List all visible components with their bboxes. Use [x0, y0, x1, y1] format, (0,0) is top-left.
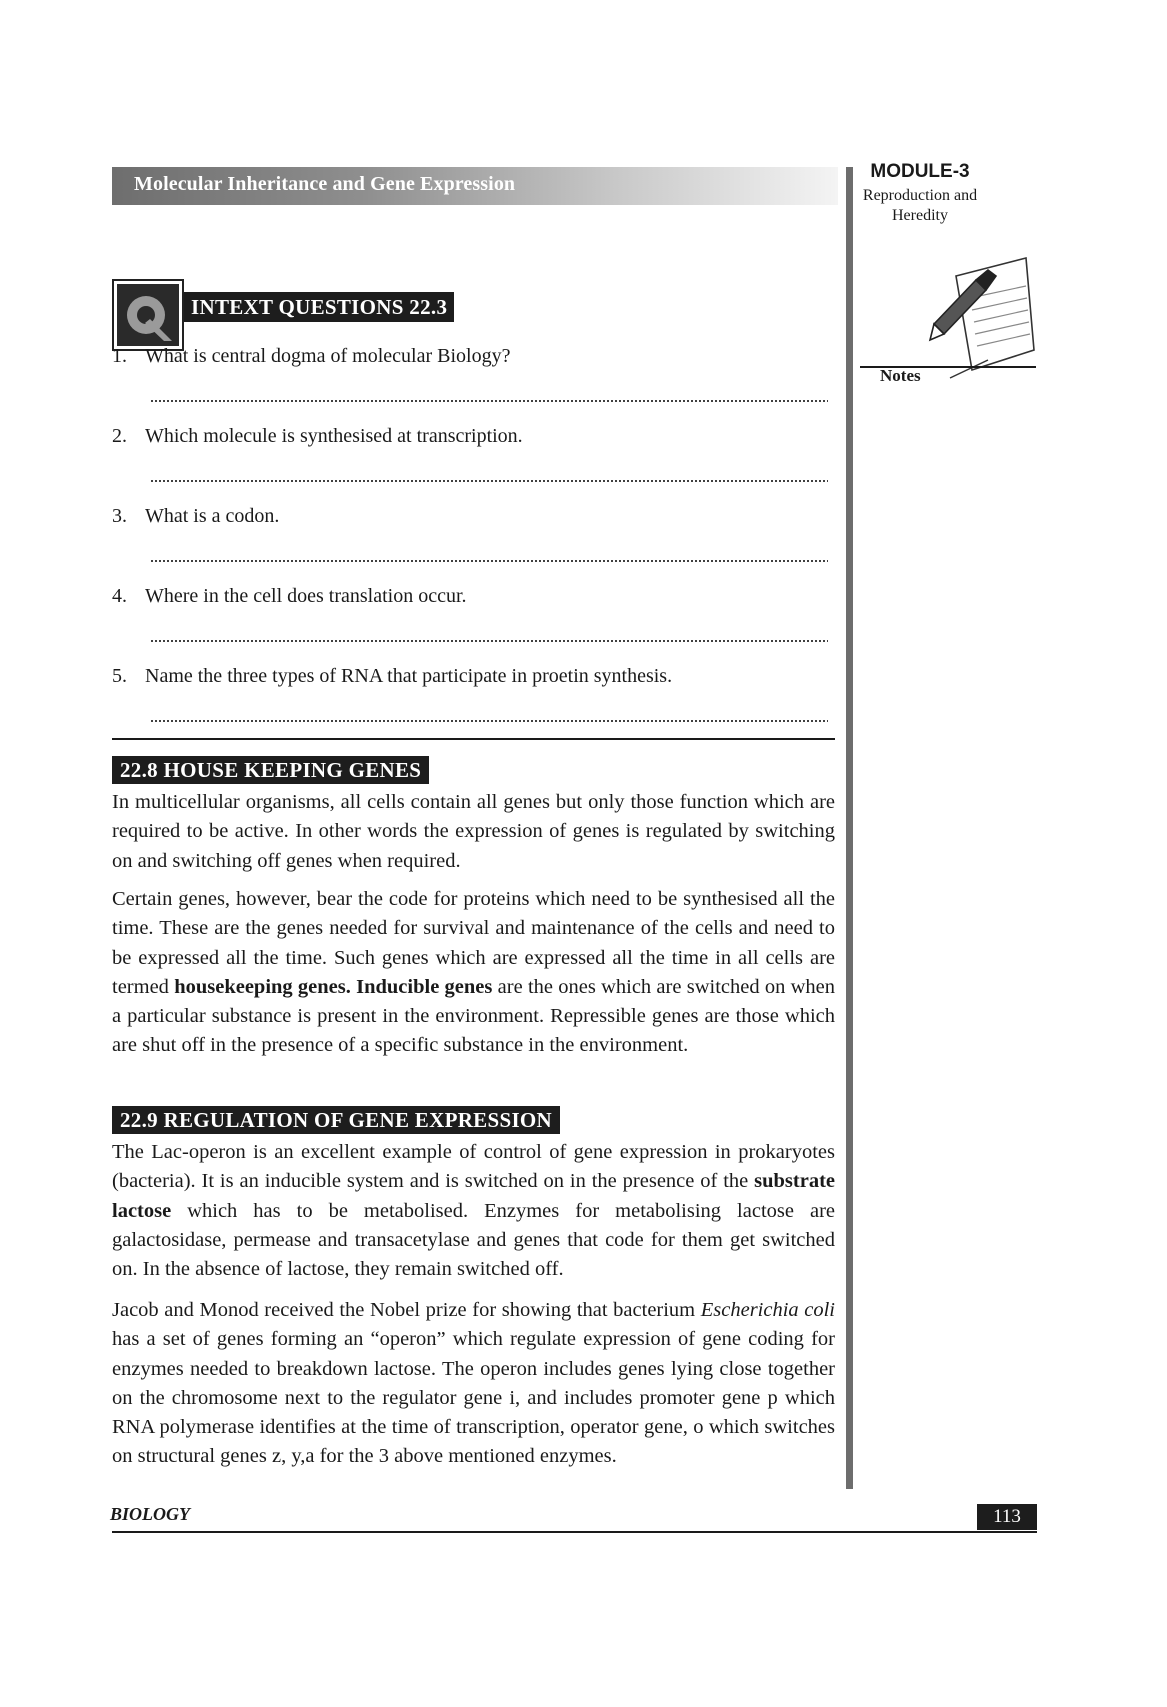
paragraph-text: In multicellular organisms, all cells contain all genes but only those function which are required to be active. In other words the expression of genes is regulated by switching on and switching off genes when required. — [112, 791, 835, 872]
answer-line — [150, 480, 828, 482]
paragraph — [112, 1138, 835, 1284]
module-subtitle-line: Heredity — [892, 207, 948, 224]
answer-line — [150, 560, 828, 562]
intext-questions-title: INTEXT QUESTIONS 22.3 — [184, 292, 454, 322]
italic-term: Escherichia coli — [700, 1299, 836, 1321]
question-text: Which molecule is synthesised at transcription. — [145, 425, 523, 447]
paragraph-text: has a set of genes forming an “operon” which regulate expression of gene coding for enzymes needed to breakdown lactose. The operon includes genes lying close together on the chromosome next to the regulator gene i, and includes promoter gene p which RNA polymerase identifies at the time of transcription, operator gene, o which switches on structural genes z, y,a for the 3 above mentioned enzymes. — [112, 1328, 835, 1468]
answer-line — [150, 400, 828, 402]
question-3 — [112, 503, 279, 529]
paragraph — [112, 788, 835, 876]
module-label: MODULE-3 — [870, 161, 970, 182]
paragraph-text: are the ones which are switched on when a particular substance is present in the environment. Repressible genes are those which are shut off in the presence of a specific substance in the environment. — [112, 975, 836, 1057]
bold-term: housekeeping genes. Inducible genes — [174, 975, 493, 998]
question-text: Name the three types of RNA that participate in proetin synthesis. — [145, 665, 673, 687]
section-heading-22-8: 22.8 HOUSE KEEPING GENES — [112, 756, 429, 784]
question-icon — [112, 279, 184, 351]
question-5 — [112, 663, 672, 689]
question-1 — [112, 343, 510, 369]
notes-label: Notes — [880, 366, 921, 385]
paragraph — [112, 885, 835, 1061]
question-number: 4. — [112, 585, 127, 607]
question-number: 1. — [112, 345, 127, 367]
answer-line — [150, 640, 828, 642]
question-text: What is central dogma of molecular Biology? — [145, 345, 511, 367]
paragraph-text: The Lac-operon is an excellent example of control of gene expression in prokaryotes (bacteria). It is an inducible system and is switched on in the presence of the — [112, 1141, 835, 1193]
chapter-title: Molecular Inheritance and Gene Expression — [134, 173, 516, 195]
margin-divider — [846, 167, 853, 1489]
footer-rule — [112, 1531, 1037, 1533]
question-text: What is a codon. — [145, 505, 280, 527]
section-heading-22-9: 22.9 REGULATION OF GENE EXPRESSION — [112, 1106, 560, 1134]
module-subtitle — [858, 186, 982, 226]
answer-line — [150, 720, 828, 722]
question-text: Where in the cell does translation occur. — [145, 585, 467, 607]
question-2 — [112, 423, 523, 449]
paragraph-text: Jacob and Monod received the Nobel prize for showing that bacterium — [112, 1299, 696, 1321]
paragraph — [112, 1296, 835, 1472]
paragraph-text: Certain genes, however, bear the code for proteins which need to be synthesised all the time. These are the genes needed for survival and maintenance of the cells and need to be expressed all the time. Such genes which are expressed all the time in all cells are termed — [112, 888, 835, 998]
page-number: 113 — [977, 1504, 1037, 1530]
footer-subject: BIOLOGY — [110, 1504, 190, 1524]
paragraph-text: which has to be metabolised. Enzymes for metabolising lactose are galactosidase, permease and transacetylase and genes that code for them get switched on. In the absence of lactose, they remain switched off. — [112, 1199, 835, 1281]
question-4 — [112, 583, 467, 609]
module-subtitle-line: Reproduction and — [862, 187, 978, 204]
intext-end-rule — [112, 738, 835, 740]
question-number: 3. — [112, 505, 127, 527]
notes-pencil-icon — [928, 254, 1038, 380]
bold-term: substrate lactose — [112, 1170, 836, 1222]
question-number: 2. — [112, 425, 127, 447]
question-number: 5. — [112, 665, 127, 687]
